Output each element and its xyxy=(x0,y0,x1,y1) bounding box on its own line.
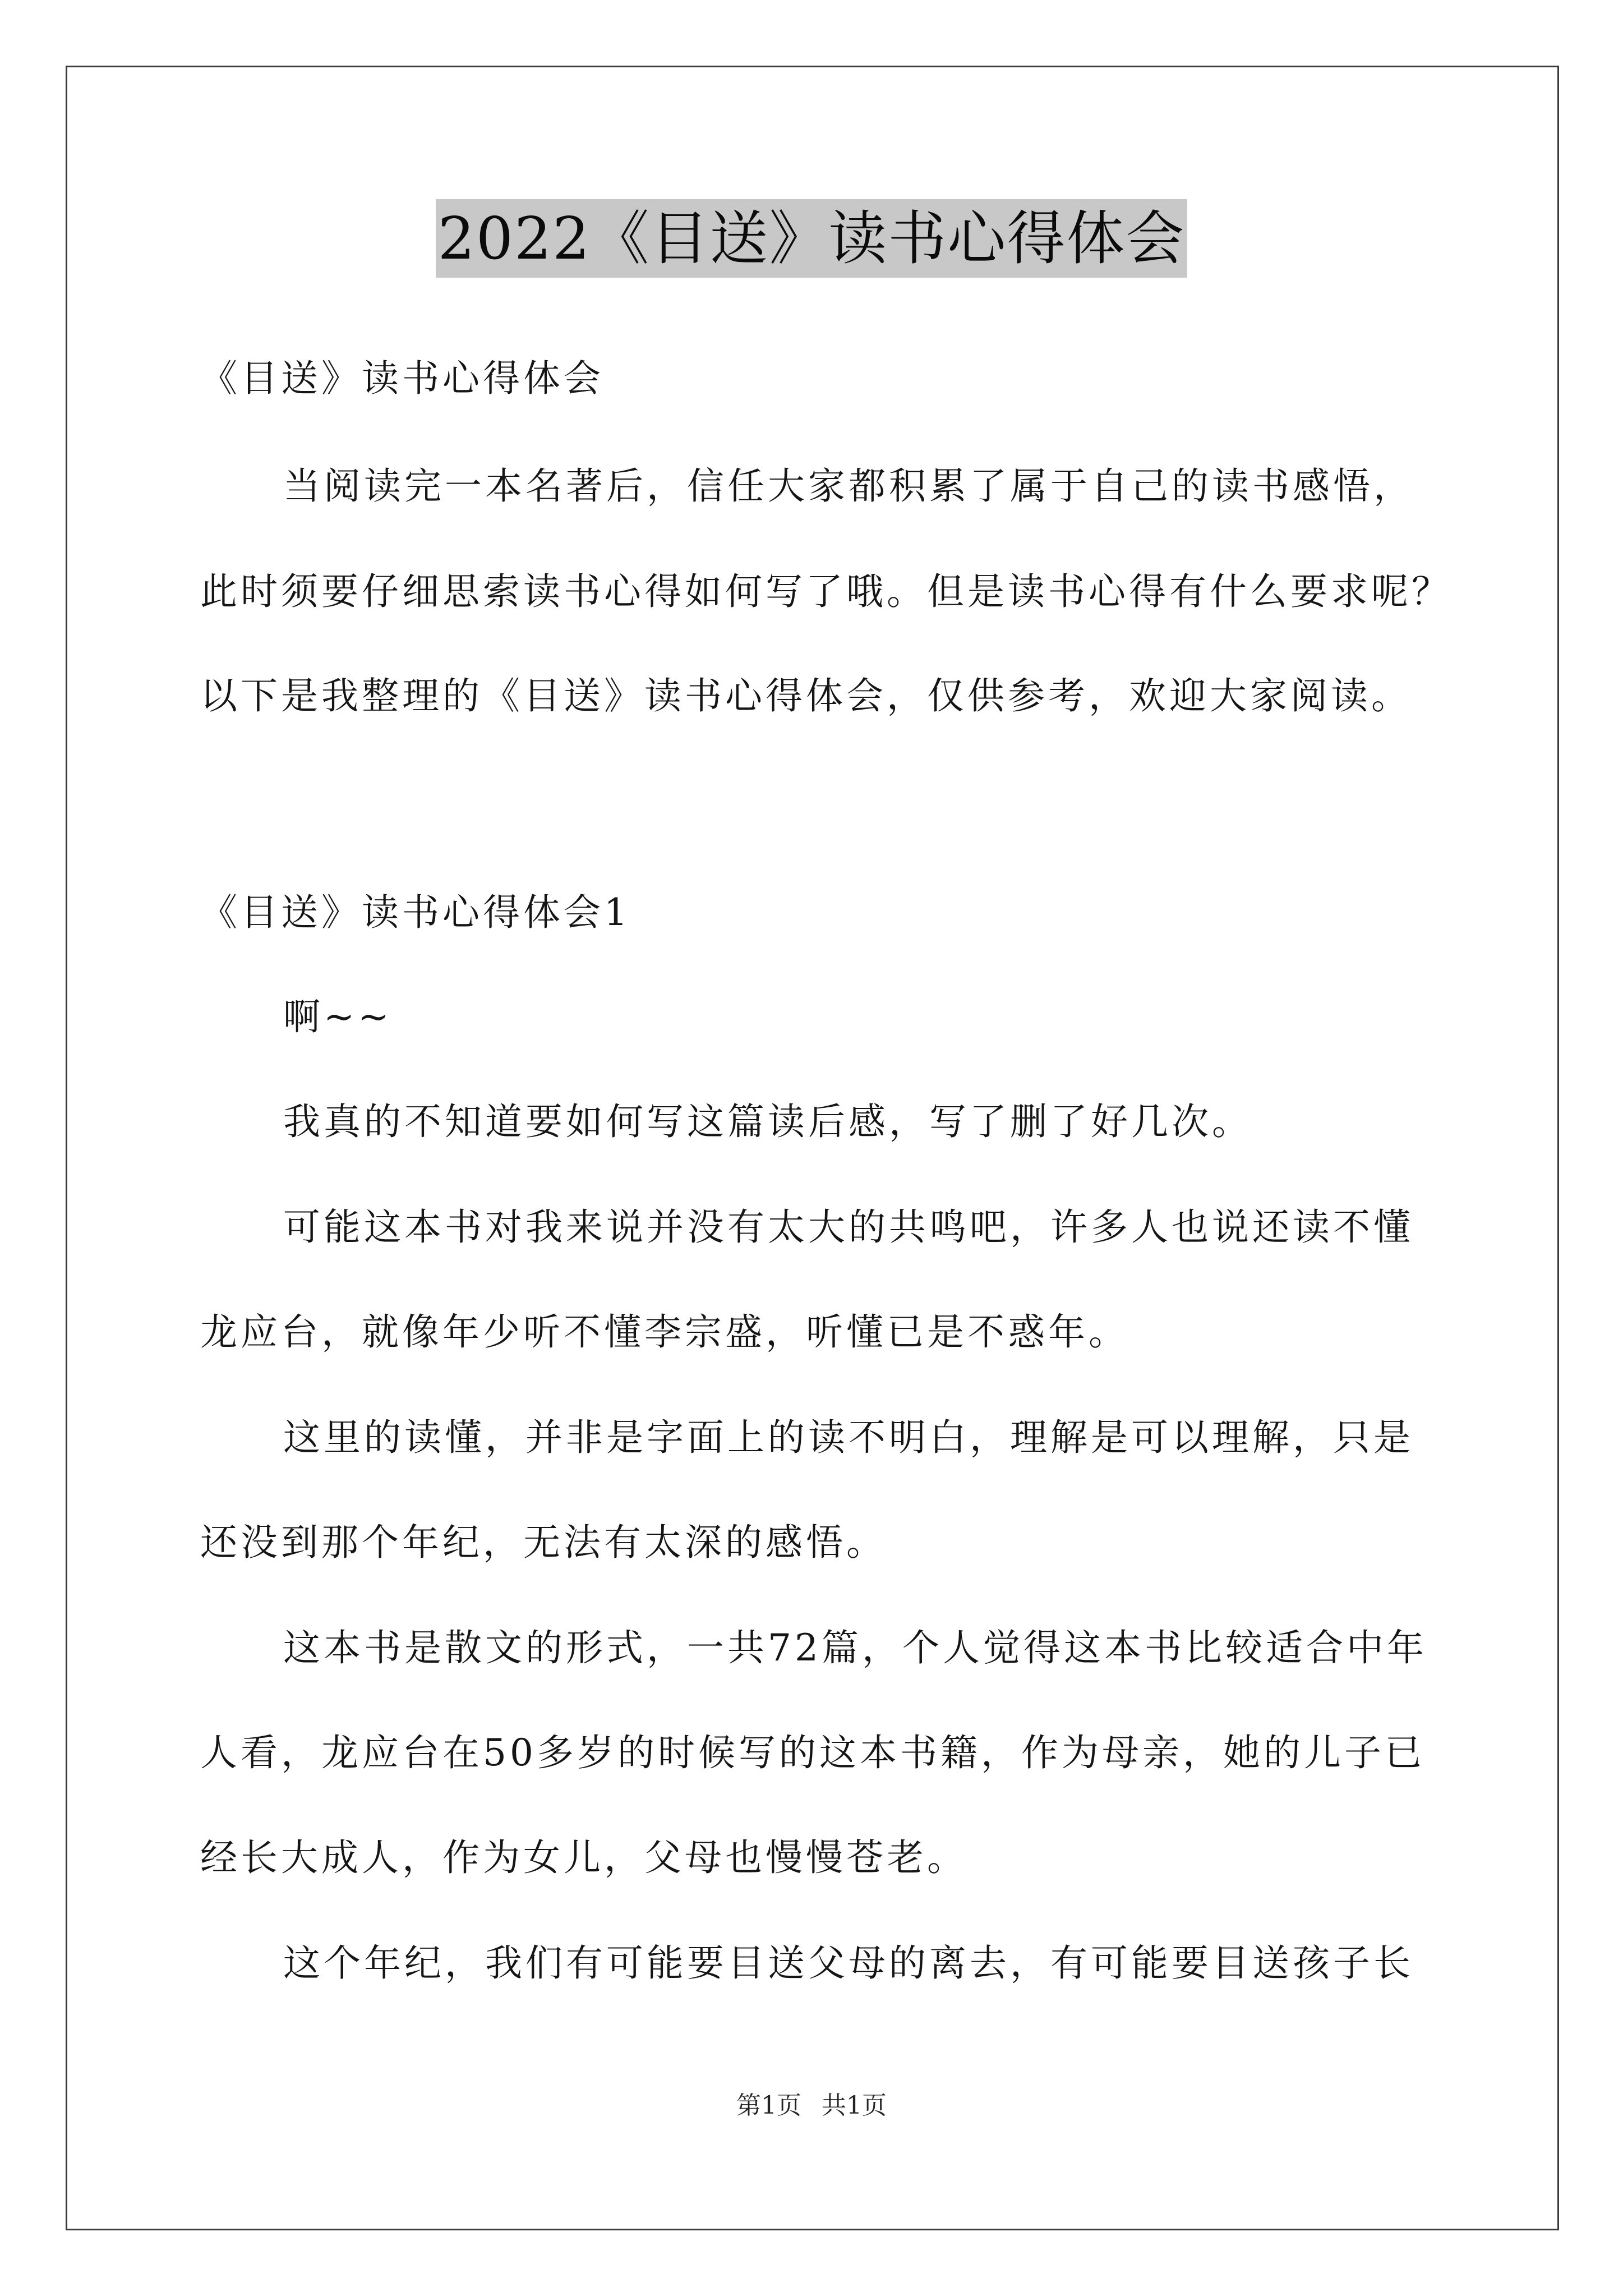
paragraph-line: 还没到那个年纪，无法有太深的感悟。 xyxy=(200,1521,887,1564)
paragraph-line: 这本书是散文的形式，一共72篇，个人觉得这本书比较适合中年 xyxy=(283,1626,1427,1669)
paragraph-line: 人看，龙应台在50多岁的时候写的这本书籍，作为母亲，她的儿子已 xyxy=(200,1731,1425,1774)
page-number: 第1页 xyxy=(736,2091,801,2120)
paragraph-line: 这里的读懂，并非是字面上的读不明白，理解是可以理解，只是 xyxy=(283,1416,1414,1459)
document-heading: 《目送》读书心得体会 xyxy=(200,357,604,400)
intro-line: 当阅读完一本名著后，信任大家都积累了属于自己的读书感悟， xyxy=(283,464,1414,508)
paragraph-line: 可能这本书对我来说并没有太大的共鸣吧，许多人也说还读不懂 xyxy=(283,1205,1414,1249)
title-container xyxy=(0,199,1623,278)
paragraph-line: 经长大成人，作为女儿，父母也慢慢苍老。 xyxy=(200,1836,967,1879)
document-title: 2022《目送》读书心得体会 xyxy=(436,199,1188,278)
section-heading: 《目送》读书心得体会1 xyxy=(200,891,631,934)
paragraph-line: 这个年纪，我们有可能要目送父母的离去，有可能要目送孩子长 xyxy=(283,1941,1414,1985)
intro-line: 以下是我整理的《目送》读书心得体会，仅供参考，欢迎大家阅读。 xyxy=(200,674,1412,717)
page-footer xyxy=(0,2089,1623,2123)
intro-line: 此时须要仔细思索读书心得如何写了哦。但是读书心得有什么要求呢？ xyxy=(200,570,1452,613)
paragraph-line: 龙应台，就像年少听不懂李宗盛，听懂已是不惑年。 xyxy=(200,1310,1129,1354)
paragraph-line: 啊~~ xyxy=(283,995,393,1038)
page-total: 共1页 xyxy=(822,2091,887,2120)
paragraph-line: 我真的不知道要如何写这篇读后感，写了删了好几次。 xyxy=(283,1100,1252,1143)
